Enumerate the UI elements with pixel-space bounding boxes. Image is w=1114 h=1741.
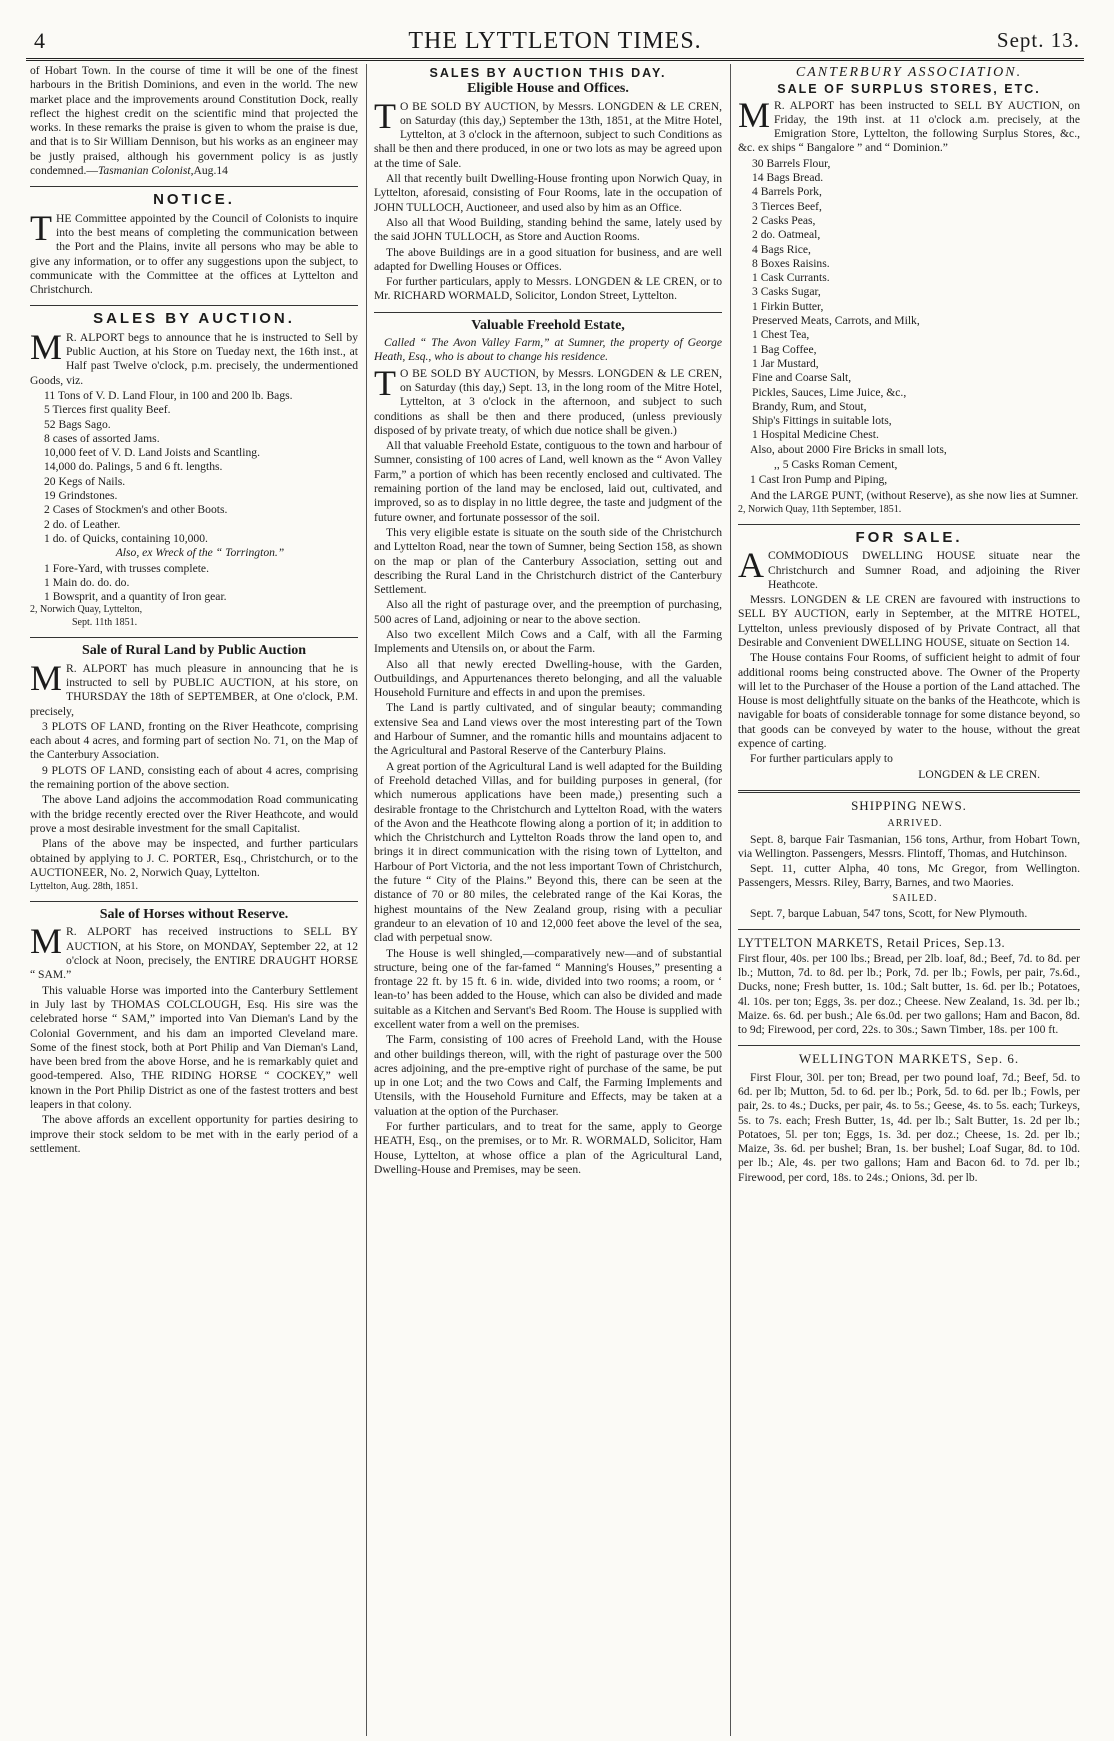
list-item: 1 Hospital Medicine Chest.	[752, 428, 879, 442]
section-rule	[738, 524, 1080, 525]
list-item: 19 Grindstones.	[44, 489, 118, 503]
horses-dropcap: M	[30, 921, 63, 962]
list-item: 1 Bag Coffee,	[752, 342, 817, 356]
list-item: 11 Tons of V. D. Land Flour, in 100 and 200 lb. Bags.	[44, 388, 293, 402]
auction-heading: SALES BY AUCTION THIS DAY.	[429, 66, 667, 80]
horses-p3: The above affords an excellent opportunity for parties desiring to improve their stock seldom to be met with in the early period of a settlement.	[30, 1113, 358, 1155]
rural-p1-text: R. ALPORT has much pleasure in announcing that he is instructed to sell by PUBLIC AUCTION, at his store, on THURSDAY the 18th of SEPTEMBER, at One o'clock, P.M. precisely,	[30, 661, 358, 718]
shipping-arrival-1: Sept. 8, barque Fair Tasmanian, 156 tons, Arthur, from Hobart Town, via Wellington. Passengers, Messrs. Flintoff, Thomas, and Hutchinson.	[738, 832, 1080, 860]
forsale-heading: FOR SALE.	[855, 528, 963, 546]
notice-heading: NOTICE.	[153, 191, 235, 209]
auction-p5: For further particulars, apply to Messrs. LONGDEN & LE CREN, or to Mr. RICHARD WORMALD, Solicitor, London Street, Lyttelton.	[374, 275, 722, 303]
lyttelton-markets-heading: LYTTELTON MARKETS, Retail Prices, Sep.13.	[738, 936, 1006, 951]
canterbury-also-3: 1 Cast Iron Pump and Piping,	[750, 473, 888, 487]
list-item: 8 Boxes Raisins.	[752, 256, 830, 270]
estate-dropcap: T	[374, 362, 396, 403]
sales-intro-text: R. ALPORT begs to announce that he is instructed to Sell by Public Auction, at his Store on Tueday next, the 16th inst., at Half past Twelve o'clock, p.m. precisely, the undermentioned Goods, viz.	[30, 330, 358, 387]
list-item: 5 Tierces first quality Beef.	[44, 403, 171, 417]
list-item: 1 Fore-Yard, with trusses complete.	[44, 561, 209, 575]
estate-p9: The House is well shingled,—comparatively new—and of substantial structure, being one of the far-famed “ Manning's Houses,” presenting a frontage 22 ft. by 15 ft. 6 in. wide, divided into two rooms; a room, or ‘ lean-to’ has been added to the House, which can also be divided and made suitable as a Kitchen and Servant's Bed Room. The House is supplied with excellent water from a well on the premises.	[374, 946, 722, 1031]
sales-intro	[30, 326, 358, 388]
column-3	[738, 64, 1080, 1736]
forsale-p3: The House contains Four Rooms, of sufficient height to admit of four additional rooms being constructed above. The Owner of the Property will let to the Purchaser of the House a portion of the Land attached. The House is most delightfully situate on the banks of the Heathcote, which is navigable for boats of considerable tonnage for some distance beyond, so that goods can be conveyed by water to the house, without the great expence of carting.	[738, 651, 1080, 751]
canterbury-intro-text: R. ALPORT has been instructed to SELL BY AUCTION, on Friday, the 19th inst. at 11 o'clock a.m. precisely, at the Emigration Store, Lyttelton, the following Surplus Stores, &c., &c. ex ships “ Bangalore ” and “ Dominion.”	[738, 98, 1080, 155]
list-item: 2 do. Oatmeal,	[752, 228, 821, 242]
horses-p1-text: R. ALPORT has received instructions to SELL BY AUCTION, at his Store, on MONDAY, September 22, at 12 o'clock at Noon, precisely, the ENTIRE DRAUGHT HORSE “ SAM.”	[30, 925, 358, 982]
list-item: Ship's Fittings in suitable lots,	[752, 414, 892, 428]
lead-article-date: Aug.14	[193, 164, 228, 178]
section-rule	[30, 305, 358, 306]
wellington-markets-heading: WELLINGTON MARKETS, Sep. 6.	[798, 1051, 1020, 1067]
rural-dropcap: M	[30, 657, 63, 698]
sales-heading: SALES BY AUCTION.	[93, 310, 295, 328]
list-item: Pickles, Sauces, Lime Juice, &c.,	[752, 385, 907, 399]
issue-date: Sept. 13.	[996, 28, 1080, 52]
section-rule	[738, 1045, 1080, 1046]
wreck-item-list	[30, 562, 358, 605]
estate-p3: This very eligible estate is situate on the south side of the Christchurch and Lyttelton Road, near the town of Sumner, being Section 158, as shown on the map or plan of the Canterbury Association, setting out and describing the Rural Land in the Christchurch district of the Canterbury Settlement.	[374, 525, 722, 597]
forsale-p1	[738, 545, 1080, 592]
list-item: Fine and Coarse Salt,	[752, 371, 852, 385]
canterbury-signature: 2, Norwich Quay, 11th September, 1851.	[738, 503, 902, 515]
column-1	[30, 64, 358, 1736]
list-item: 2 do. of Leather.	[44, 517, 121, 531]
horses-p1	[30, 921, 358, 982]
horses-p2: This valuable Horse was imported into the Canterbury Settlement in July last by THOMAS COLCLOUGH, Esq. His sire was the celebrated horse “ SAM,” imported into Van Dieman's Land by the Colonial Government, and his dam an imported Cleveland mare. Some of the finest stock, both at Port Philip and Van Dieman's Land, have been bred from the above Horse, and he is remarkably quiet and good-tempered. Also, THE RIDING HORSE “ COCKEY,” well known in the Port Philip District as one of the fastest trotters and best leapers in that colony.	[30, 983, 358, 1111]
list-item: 1 Chest Tea,	[752, 328, 810, 342]
list-item: 20 Kegs of Nails.	[44, 474, 126, 488]
sales-signature-date: Sept. 11th 1851.	[72, 617, 138, 629]
rural-p3: 9 PLOTS OF LAND, consisting each of about 4 acres, comprising the remaining portion of the above section.	[30, 763, 358, 792]
canterbury-heading: CANTERBURY ASSOCIATION.	[795, 65, 1023, 80]
list-item: 14 Bags Bread.	[752, 171, 824, 185]
newspaper-title: THE LYTTLETON TIMES.	[408, 28, 702, 54]
list-item: 4 Barrels Pork,	[752, 185, 822, 199]
list-item: Brandy, Rum, and Stout,	[752, 399, 867, 413]
shipping-arrived-label: ARRIVED.	[887, 818, 943, 830]
list-item: 1 do. of Quicks, containing 10,000.	[44, 531, 208, 545]
horses-heading: Sale of Horses without Reserve.	[99, 907, 289, 923]
list-item: 4 Bags Rice,	[752, 242, 811, 256]
shipping-sailed-label: SAILED.	[892, 892, 938, 904]
rural-p4: The above Land adjoins the accommodation Road communicating with the bridge recently erected over the River Heathcote, and would prove a most desirable investment for the small Capitalist.	[30, 793, 358, 835]
notice-body	[30, 207, 358, 298]
estate-p2: All that valuable Freehold Estate, contiguous to the town and harbour of Sumner, consisting of 100 acres of Land, well known as the “ Avon Valley Farm,” a portion of which has been recently enclosed and cultivated. The remaining portion of the land may be enclosed, laid out, cultivated, and improved, so as to display in no little degree, the taste and judgment of the future owner, and fortunate possessor of the soil.	[374, 439, 722, 524]
auction-p3: Also all that Wood Building, standing behind the same, lately used by the said JOHN TULLOCH, as Store and Auction Rooms.	[374, 215, 722, 244]
wreck-line: Also, ex Wreck of the “ Torrington.”	[115, 546, 285, 560]
estate-p5: Also two excellent Milch Cows and a Calf, with all the Farming Implements and Utensils on, or about the Farm.	[374, 627, 722, 656]
estate-p11: For further particulars, and to treat for the same, apply to George HEATH, Esq., on the premises, or to Mr. R. WORMALD, Solicitor, Ham House, Lyttelton, at whose office a plan of the Agricultural Land, Dwelling-House and Premises, may be seen.	[374, 1120, 722, 1176]
list-item: Preserved Meats, Carrots, and Milk,	[752, 314, 920, 328]
sales-dropcap: M	[30, 326, 63, 367]
rural-p2: 3 PLOTS OF LAND, fronting on the River Heathcote, comprising each about 4 acres, and forming part of section No. 71, on the Map of the Canterbury Association.	[30, 719, 358, 762]
canterbury-subheading: SALE OF SURPLUS STORES, ETC.	[777, 82, 1041, 97]
auction-p1	[374, 95, 722, 171]
lead-article-text: of Hobart Town. In the course of time it will be one of the finest harbours in the British Dominions, and even in the world. The new market place and the improvements around Constitution Dock, really reflect the highest credit on the scientific mind that projected the works. In these remarks the praise is given to whom the praise is due, and that is to Sir William Dennison, but his works as an engineer may be justly praised, although his government policy is as justly condemned.—	[30, 64, 358, 178]
estate-p1-text: O BE SOLD BY AUCTION, by Messrs. LONGDEN & LE CREN, on Saturday (this day,) Sept. 13, in the long room of the Mitre Hotel, Lyttelton, at 3 o'clock in the afternoon, and subject to such conditions as shall be then and there produced, (unless previously disposed of by private treaty, of which due notice shall be given.)	[374, 366, 722, 437]
list-item: 3 Casks Sugar,	[752, 285, 821, 299]
column-divider-2	[730, 64, 731, 1736]
section-rule	[30, 186, 358, 187]
wellington-markets-body: First Flour, 30l. per ton; Bread, per two pound loaf, 7d.; Beef, 5d. to 6d. per lb; Mutton, 5d. to 6d. per lb.; Pork, 5d. to 6d. per lb.; Fowls, per pair, 2s. to 4s.; Ducks, per pair, 4s. to 5s.; Geese, 4s. to 5s. each; Turkeys, 5s. to 7s. each; Fresh Butter, 1s, 4d. per lb.; Salt Butter, 1s. 2d per lb.; Potatoes, 5l. per ton; Eggs, 1s. 3d. per doz.; Cheese, 1s. 2d. per lb.; Maize, 3s. 6d. per bushel; Bran, 1s. ber bushel; Loaf Sugar, 8d. to 10d. per lb.; Ale, 4s. per two gallons; Ham and Bacon 6d. to 7d. per lb.; Firewood, per cord, 18s. to 24s.; Onions, 3d. per lb.	[738, 1070, 1080, 1184]
rural-signature: Lyttelton, Aug. 28th, 1851.	[30, 881, 139, 893]
estate-p4: Also all the right of pasturage over, and the preemption of purchasing, 500 acres of Land, adjoining or near to the above section.	[374, 598, 722, 626]
rural-p1	[30, 657, 358, 719]
list-item: 14,000 do. Palings, 5 and 6 ft. lengths.	[44, 460, 223, 474]
list-item: 1 Bowsprit, and a quantity of Iron gear.	[44, 590, 227, 604]
lyttelton-markets-body: First flour, 40s. per 100 lbs.; Bread, per 2lb. loaf, 8d.; Beef, 7d. to 8d. per lb.; Mutton, 7d. to 8d. per lb.; Pork, 7d. per lb.; Fowls, per pair, 7s.6d., Ducks, none; Fresh butter, 1s. 10d.; Salt butter, 1s. 6d. per lb.; Potatoes, 4l. 10s. per ton; Eggs, 3s. per doz.; Cheese. New Zealand, 1s. 3d. per lb.; Maize. 6s. 6d. per bush.; Ale 6s.0d. per two gallons; Ham and Bacon, 8d. to 9d; Firewood, per cord, 22s. to 30s.; Sawn Timber, 18s. per 100 ft.	[738, 951, 1080, 1037]
list-item: 2 Casks Peas,	[752, 213, 816, 227]
estate-p6: Also all that newly erected Dwelling-house, with the Garden, Outbuildings, and Appurtenances thereto belonging, and all the valuable Household Furniture and effects in and upon the premises.	[374, 657, 722, 700]
forsale-p1-text: COMMODIOUS DWELLING HOUSE situate near the Christchurch and Sumner Road, and adjoining the River Heathcote.	[768, 549, 1080, 591]
section-rule	[30, 637, 358, 638]
estate-p10: The Farm, consisting of 100 acres of Freehold Land, with the House and other buildings thereon, will, with the right of pasturage over the 500 acres adjoining, and the pre-emptive right of purchase of the same, be put up in one Lot; and the two Cows and Calf, the Farming Implements and Utensils, with the Household Furniture and Effects, may be taken at a valuation at the option of the Purchaser.	[374, 1033, 722, 1118]
estate-p1	[374, 362, 722, 438]
list-item: 1 Firkin Butter,	[752, 299, 824, 313]
section-rule	[30, 901, 358, 902]
auction-dropcap: T	[374, 95, 396, 136]
shipping-heading: SHIPPING NEWS.	[851, 797, 967, 813]
list-item: 1 Jar Mustard,	[752, 356, 819, 370]
section-rule	[374, 312, 722, 313]
forsale-dropcap: A	[738, 545, 764, 586]
list-item: 2 Cases of Stockmen's and other Boots.	[44, 503, 228, 517]
masthead	[26, 28, 1084, 61]
page-number: 4	[34, 28, 45, 53]
section-rule	[738, 929, 1080, 930]
lead-article	[30, 64, 358, 178]
stores-list-2	[738, 314, 1080, 443]
notice-text: HE Committee appointed by the Council of Colonists to inquire into the best means of completing the communication between the Port and the Plains, invite all persons who may be able to give any information, or to offer any suggestions upon the subject, to communicate with the Committee at the offices at Lyttelton and Christchurch.	[30, 211, 358, 297]
canterbury-dropcap: M	[738, 94, 771, 135]
stores-list	[738, 157, 1080, 314]
notice-dropcap: T	[30, 207, 52, 248]
column-2	[374, 64, 722, 1736]
list-item: 1 Main do. do. do.	[44, 575, 130, 589]
lead-article-source: Tasmanian Colonist,	[97, 164, 194, 178]
estate-heading: Valuable Freehold Estate,	[471, 317, 625, 333]
forsale-signature: LONGDEN & LE CREN.	[918, 767, 1040, 781]
sales-signature-place: 2, Norwich Quay, Lyttelton,	[30, 604, 143, 616]
shipping-sailing-1: Sept. 7, barque Labuan, 547 tons, Scott, for New Plymouth.	[750, 907, 1028, 921]
list-item: 8 cases of assorted Jams.	[44, 431, 160, 445]
auction-subheading: Eligible House and Offices.	[467, 81, 629, 97]
estate-dek: Called “ The Avon Valley Farm,” at Sumner, the property of George Heath, Esq., who is about to change his residence.	[374, 336, 722, 364]
rural-p5: Plans of the above may be inspected, and further particulars obtained by applying to J. C. PORTER, Esq., Christchurch, or to the AUCTIONEER, No. 2, Norwich Quay, Lyttelton.	[30, 837, 358, 879]
list-item: 1 Cask Currants.	[752, 271, 830, 285]
shipping-arrival-2: Sept. 11, cutter Alpha, 40 tons, Mc Gregor, from Wellington. Passengers, Messrs. Riley, Barry, Barnes, and two Maories.	[738, 862, 1080, 890]
forsale-p4: For further particulars apply to	[750, 752, 893, 766]
list-item: 52 Bags Sago.	[44, 417, 111, 431]
estate-p7: The Land is partly cultivated, and of singular beauty; commanding extensive Sea and Land views over the most interesting part of the Town and Harbour of Sumner, and the romantic hills and mountains adjacent to the Agricultural and Pastoral Reserve of the Canterbury Plains.	[374, 701, 722, 758]
canterbury-also: Also, about 2000 Fire Bricks in small lots,	[750, 442, 947, 456]
canterbury-intro	[738, 94, 1080, 156]
forsale-p2: Messrs. LONGDEN & LE CREN are favoured with instructions to SELL BY AUCTION, early in September, at the MITRE HOTEL, Lyttelton, unless previously disposed of by Private Contract, all that Desirable and Convenient DWELLING HOUSE, situate on Section 14.	[738, 593, 1080, 649]
canterbury-also-2: ,, 5 Casks Roman Cement,	[774, 458, 898, 472]
list-item: 10,000 feet of V. D. Land Joists and Scantling.	[44, 446, 260, 460]
auction-p2: All that recently built Dwelling-House fronting upon Norwich Quay, in Lyttelton, aforesaid, consisting of Four Rooms, late in the occupation of JOHN TULLOCH, Auctioneer, and used also by him as an Office.	[374, 172, 722, 214]
estate-p8: A great portion of the Agricultural Land is well adapted for the Building of Freehold detached Villas, and for building purposes in general, (for which numerous applications have been made,) presenting such a desirable frontage to the Christchurch and Lyttelton Road, with the waters of the Avon and the Heathcote flowing along a portion of it; in addition to which the Christchurch and Lyttelton Roads throw the land open to, and brings it in direct communication with the rising town of Lyttelton, and Harbour of Port Victoria, and the not less important Town of Christchurch, the future “ City of the Plains.” Beyond this, there can be seen at the distance of 70 or 80 miles, the celebrated range of the Kai Koras, the highest mountains of the New Zealand group, rising with a peculiar grandeur to an elevation of 10 and 12,000 feet above the level of the sea, clad with perpetual snow.	[374, 759, 722, 945]
list-item: 3 Tierces Beef,	[752, 199, 822, 213]
sales-item-list	[30, 389, 358, 546]
list-item: 30 Barrels Flour,	[752, 156, 831, 170]
rural-heading: Sale of Rural Land by Public Auction	[81, 643, 307, 659]
auction-p1-text: O BE SOLD BY AUCTION, by Messrs. LONGDEN & LE CREN, on Saturday (this day,) September the 13th, 1851, at the Mitre Hotel, Lyttelton, at 3 o'clock in the afternoon, subject to such Conditions as shall be then and there produced, in one or two lots as may be agreed upon at the time of Sale.	[374, 99, 722, 170]
auction-p4: The above Buildings are in a good situation for business, and are well adapted for Dwelling Houses or Offices.	[374, 245, 722, 273]
section-rule	[738, 790, 1080, 793]
column-divider-1	[366, 64, 367, 1736]
canterbury-also-4: And the LARGE PUNT, (without Reserve), as she now lies at Sumner.	[750, 488, 1079, 502]
